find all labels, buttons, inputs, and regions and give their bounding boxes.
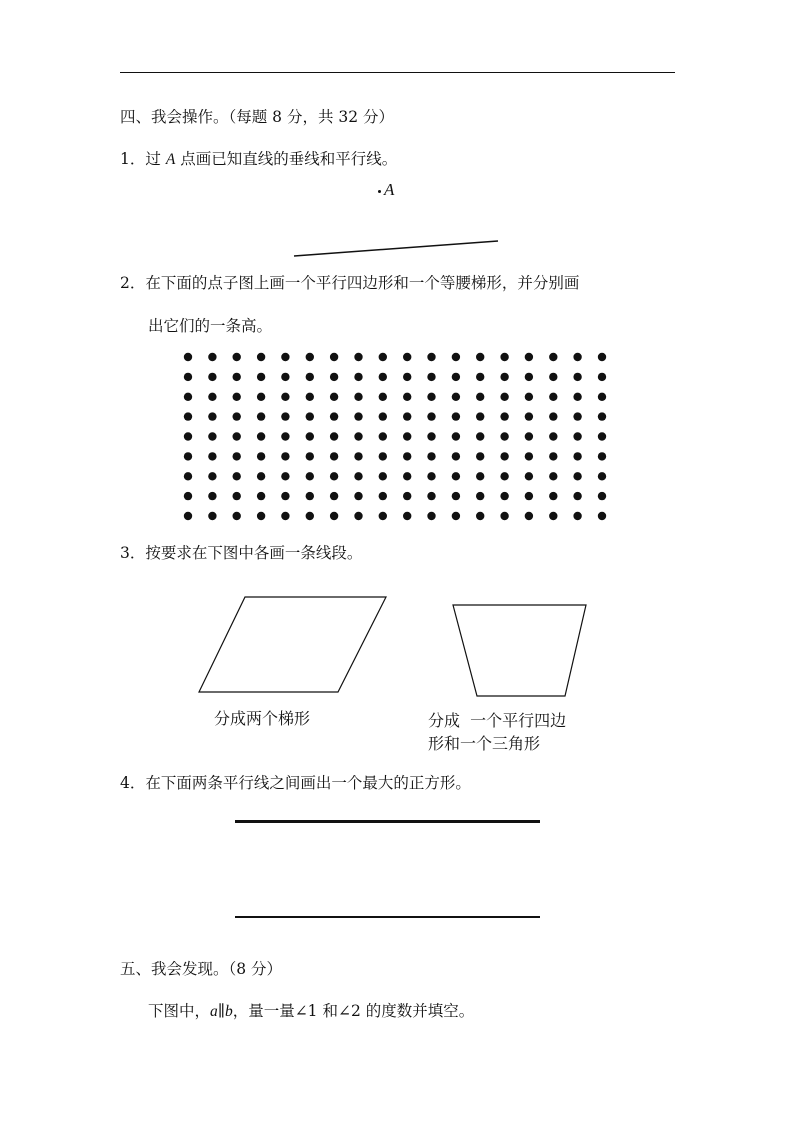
question-1-text-before: 过 xyxy=(145,150,166,168)
q3-parallelogram xyxy=(199,597,386,692)
question-4-text: 在下面两条平行线之间画出一个最大的正方形。 xyxy=(145,774,471,792)
question-3-number: 3． xyxy=(120,544,146,562)
section-5-text-middle: ，量一量∠1 和∠2 的度数并填空。 xyxy=(232,1002,475,1020)
point-a-label: A xyxy=(384,180,395,199)
section-5-instruction xyxy=(148,1000,474,1023)
q4-parallel-line-top xyxy=(235,820,540,823)
q3-label-right-line-1: 分成 一个平行四边 xyxy=(428,711,567,730)
section-5-var-a: a xyxy=(210,1003,218,1020)
question-4-number: 4． xyxy=(120,774,146,792)
question-2-number: 2． xyxy=(120,274,146,292)
question-1-point-var: A xyxy=(165,151,176,168)
section-4-heading-text: 四、我会操作。（每题 8 分，共 32 分） xyxy=(120,108,395,126)
section-5-heading-text: 五、我会发现。（8 分） xyxy=(120,960,283,978)
q3-label-left: 分成两个梯形 xyxy=(214,709,311,728)
question-2-text-line-2: 出它们的一条高。 xyxy=(148,317,273,335)
q3-label-right-line-2: 形和一个三角形 xyxy=(428,734,541,753)
section-heading-5 xyxy=(120,958,282,980)
question-4 xyxy=(120,772,471,794)
question-2-text-line-1: 在下面的点子图上画一个平行四边形和一个等腰梯形，并分别画 xyxy=(145,274,580,292)
q3-trapezoid xyxy=(453,605,586,696)
question-1-number: 1． xyxy=(120,150,146,168)
question-1-text-after: 点画已知直线的垂线和平行线。 xyxy=(175,150,398,168)
question-3-text: 按要求在下图中各画一条线段。 xyxy=(145,544,363,562)
section-5-var-b: b xyxy=(224,1003,233,1020)
q4-parallel-line-bottom xyxy=(235,916,540,918)
section-5-parallel-symbol: ∥ xyxy=(217,1002,225,1020)
section-5-text-prefix: 下图中， xyxy=(148,1002,211,1020)
